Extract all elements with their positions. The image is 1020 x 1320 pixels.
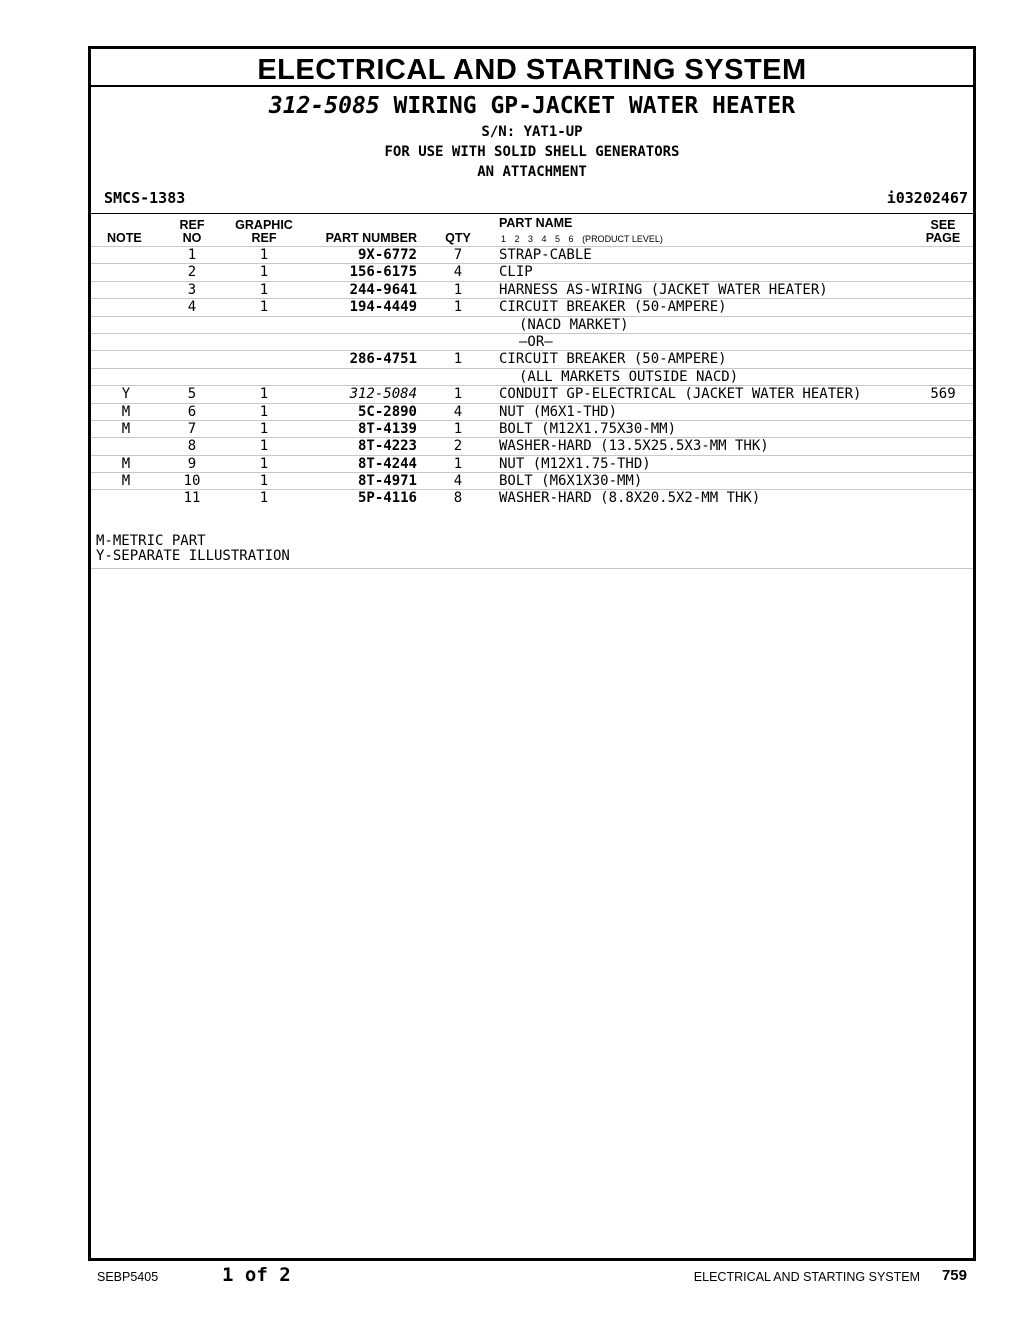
part-number-cell: 5C-2890: [357, 403, 417, 420]
level-numbers: 1 2 3 4 5 6: [501, 234, 574, 244]
header-rule: [91, 213, 973, 214]
legend-separate: Y-SEPARATE ILLUSTRATION: [96, 548, 290, 564]
graphic-ref-cell: 1: [259, 490, 269, 507]
part-name-cell: NUT (M6X1-THD): [499, 403, 618, 420]
table-row: [91, 472, 973, 489]
table-row: [91, 263, 973, 280]
part-name-cell: (NACD MARKET): [519, 316, 629, 333]
page-number: 759: [941, 1267, 967, 1284]
qty-cell: 1: [453, 420, 463, 437]
graphic-ref-cell: 1: [259, 264, 269, 281]
table-row: [91, 281, 973, 298]
qty-cell: 1: [453, 281, 463, 298]
part-number-cell: 286-4751: [349, 351, 417, 368]
part-name-cell: STRAP-CABLE: [499, 247, 592, 263]
publication-number: SEBP5405: [97, 1270, 159, 1284]
section-title: ELECTRICAL AND STARTING SYSTEM: [91, 49, 973, 87]
table-row: [91, 246, 973, 263]
see-page-cell: 569: [930, 386, 956, 403]
graphic-ref-cell: 1: [259, 473, 269, 490]
table-row: [91, 350, 973, 367]
qty-cell: 8: [453, 490, 463, 507]
legend: [96, 534, 290, 564]
note-cell: M: [121, 420, 131, 437]
ref-no-cell: 3: [187, 281, 197, 298]
part-name-cell: CIRCUIT BREAKER (50-AMPERE): [499, 299, 727, 316]
smcs-code: SMCS-1383: [104, 189, 186, 207]
ref-no-cell: 7: [187, 420, 197, 437]
note-cell: M: [121, 473, 131, 490]
qty-cell: 1: [453, 351, 463, 368]
graphic-ref-cell: 1: [259, 455, 269, 472]
graphic-ref-cell: 1: [259, 281, 269, 298]
part-number-cell: 156-6175: [349, 264, 417, 281]
part-name-cell: —OR—: [519, 333, 553, 350]
product-levels: [501, 234, 663, 244]
col-graphic-bottom: REF: [251, 231, 277, 245]
group-name: WIRING GP-JACKET WATER HEATER: [393, 93, 796, 119]
attachment-note: AN ATTACHMENT: [477, 164, 587, 180]
ref-no-cell: 10: [183, 473, 201, 490]
table-row: [91, 489, 973, 506]
parts-table: [91, 246, 973, 507]
qty-cell: 1: [453, 386, 463, 403]
qty-cell: 4: [453, 264, 463, 281]
table-row: [91, 298, 973, 315]
qty-cell: 1: [453, 455, 463, 472]
part-name-cell: NUT (M12X1.75-THD): [499, 455, 651, 472]
ref-no-cell: 6: [187, 403, 197, 420]
legend-metric: M-METRIC PART: [96, 533, 206, 549]
part-number-cell: 8T-4223: [357, 438, 417, 455]
part-number-cell: 312-5084: [349, 386, 417, 403]
note-cell: M: [121, 455, 131, 472]
qty-cell: 1: [453, 299, 463, 316]
col-see-top: SEE: [930, 218, 956, 232]
part-name-cell: WASHER-HARD (13.5X25.5X3-MM THK): [499, 438, 769, 455]
graphic-ref-cell: 1: [259, 299, 269, 316]
legend-rule: [91, 568, 973, 569]
col-qty: QTY: [445, 231, 471, 245]
ref-no-cell: 8: [187, 438, 197, 455]
page-of: 1 of 2: [222, 1264, 291, 1286]
table-row: [91, 455, 973, 472]
table-row: [91, 385, 973, 402]
ref-no-cell: 2: [187, 264, 197, 281]
part-name-cell: CIRCUIT BREAKER (50-AMPERE): [499, 351, 727, 368]
document-id: i03202467: [886, 189, 968, 207]
part-name-cell: BOLT (M6X1X30-MM): [499, 473, 643, 490]
part-number-cell: 5P-4116: [357, 490, 417, 507]
ref-no-cell: 1: [187, 247, 197, 263]
table-row: [91, 368, 973, 385]
col-graphic-top: GRAPHIC: [235, 218, 293, 232]
qty-cell: 2: [453, 438, 463, 455]
part-number-cell: 244-9641: [349, 281, 417, 298]
graphic-ref-cell: 1: [259, 438, 269, 455]
part-name-cell: CLIP: [499, 264, 533, 281]
part-name-cell: BOLT (M12X1.75X30-MM): [499, 420, 677, 437]
col-see-bottom: PAGE: [925, 231, 961, 245]
footer-section: ELECTRICAL AND STARTING SYSTEM: [693, 1270, 920, 1284]
part-name-cell: (ALL MARKETS OUTSIDE NACD): [519, 368, 739, 385]
graphic-ref-cell: 1: [259, 403, 269, 420]
table-row: [91, 316, 973, 333]
serial-range: S/N: YAT1-UP: [481, 124, 583, 140]
qty-cell: 4: [453, 473, 463, 490]
part-name-cell: WASHER-HARD (8.8X20.5X2-MM THK): [499, 490, 761, 507]
col-part-name: PART NAME: [499, 216, 573, 230]
ref-no-cell: 11: [183, 490, 201, 507]
ref-no-cell: 4: [187, 299, 197, 316]
graphic-ref-cell: 1: [259, 386, 269, 403]
part-number-cell: 8T-4139: [357, 420, 417, 437]
col-part-number: PART NUMBER: [325, 231, 417, 245]
note-cell: Y: [121, 386, 131, 403]
part-number-cell: 8T-4244: [357, 455, 417, 472]
graphic-ref-cell: 1: [259, 420, 269, 437]
usage-note: FOR USE WITH SOLID SHELL GENERATORS: [384, 144, 680, 160]
parts-page-frame: [88, 46, 976, 1261]
group-part-number: 312-5085: [268, 93, 380, 119]
part-name-cell: HARNESS AS-WIRING (JACKET WATER HEATER): [499, 281, 828, 298]
qty-cell: 4: [453, 403, 463, 420]
col-ref-top: REF: [179, 218, 205, 232]
qty-cell: 7: [453, 247, 463, 263]
part-number-cell: 8T-4971: [357, 473, 417, 490]
ref-no-cell: 5: [187, 386, 197, 403]
col-note: NOTE: [107, 231, 142, 245]
graphic-ref-cell: 1: [259, 247, 269, 263]
note-cell: M: [121, 403, 131, 420]
col-ref-bottom: NO: [182, 231, 202, 245]
ref-no-cell: 9: [187, 455, 197, 472]
product-level-label: (PRODUCT LEVEL): [582, 234, 663, 244]
part-number-cell: 9X-6772: [357, 247, 417, 263]
table-row: [91, 403, 973, 420]
table-row: [91, 437, 973, 454]
part-number-cell: 194-4449: [349, 299, 417, 316]
table-row: [91, 420, 973, 437]
table-row: [91, 333, 973, 350]
part-name-cell: CONDUIT GP-ELECTRICAL (JACKET WATER HEATER): [499, 386, 862, 403]
group-title: [91, 93, 973, 119]
